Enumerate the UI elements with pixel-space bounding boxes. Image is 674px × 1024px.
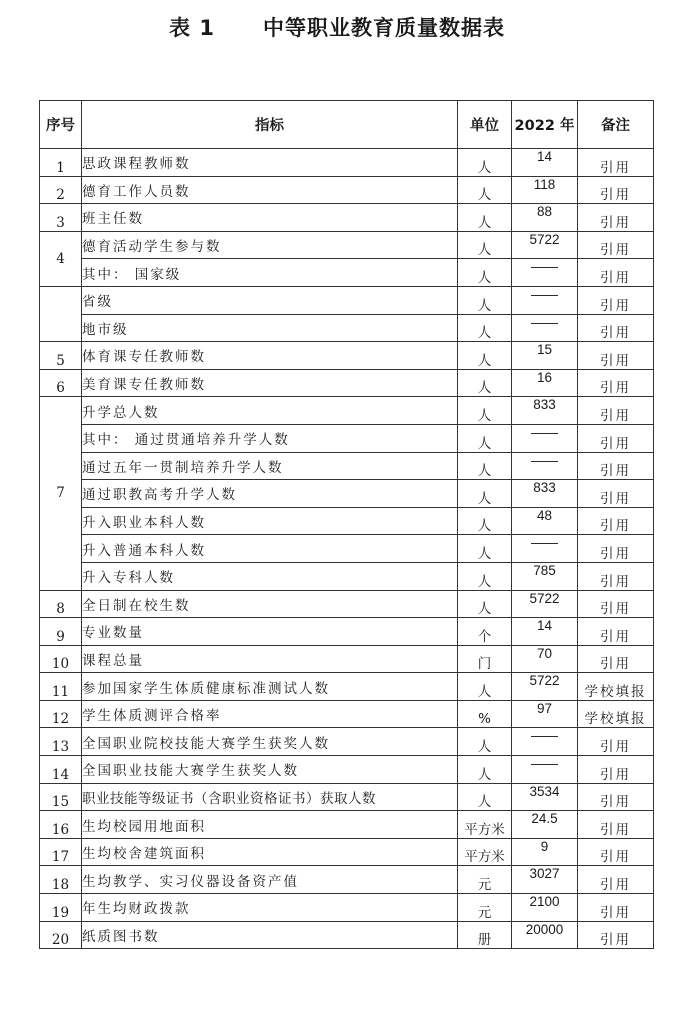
row-note: 引用 — [578, 314, 654, 342]
row-note: 引用 — [578, 397, 654, 425]
row-value: 5722 — [512, 590, 578, 618]
row-unit: 人 — [458, 176, 512, 204]
table-row — [40, 149, 654, 177]
row-indicator: 升学总人数 — [82, 397, 458, 425]
row-value: 3534 — [512, 783, 578, 811]
row-unit: 人 — [458, 397, 512, 425]
row-note: 引用 — [578, 783, 654, 811]
row-note: 学校填报 — [578, 700, 654, 728]
row-num: 8 — [40, 590, 82, 618]
row-value: 97 — [512, 700, 578, 728]
row-num: 6 — [40, 369, 82, 397]
row-num: 18 — [40, 866, 82, 894]
row-value: 785 — [512, 562, 578, 590]
table-row — [40, 480, 654, 508]
row-value: 14 — [512, 149, 578, 177]
row-unit: 人 — [458, 231, 512, 259]
table-row — [40, 673, 654, 701]
row-value: —— — [512, 286, 578, 314]
row-value: 3027 — [512, 866, 578, 894]
row-unit: 册 — [458, 921, 512, 949]
row-indicator: 升入专科人数 — [82, 562, 458, 590]
row-value: 15 — [512, 342, 578, 370]
table-row — [40, 286, 654, 314]
page-title — [0, 12, 674, 42]
row-note: 引用 — [578, 424, 654, 452]
row-indicator: 专业数量 — [82, 618, 458, 646]
row-num: 1 — [40, 149, 82, 177]
row-unit: 人 — [458, 149, 512, 177]
row-note: 引用 — [578, 535, 654, 563]
row-indicator: 其中： 国家级 — [82, 259, 458, 287]
table-row — [40, 562, 654, 590]
table-row — [40, 176, 654, 204]
row-indicator: 地市级 — [82, 314, 458, 342]
table-row — [40, 645, 654, 673]
row-indicator: 生均校园用地面积 — [82, 811, 458, 839]
row-note: 引用 — [578, 286, 654, 314]
row-note: 引用 — [578, 618, 654, 646]
table-row — [40, 424, 654, 452]
row-note: 引用 — [578, 562, 654, 590]
row-note: 引用 — [578, 921, 654, 949]
row-value: 118 — [512, 176, 578, 204]
row-unit: % — [458, 700, 512, 728]
row-note: 引用 — [578, 756, 654, 784]
table-row — [40, 397, 654, 425]
row-unit: 人 — [458, 204, 512, 232]
row-value: 5722 — [512, 231, 578, 259]
row-num: 9 — [40, 618, 82, 646]
row-note: 引用 — [578, 590, 654, 618]
row-note: 引用 — [578, 259, 654, 287]
row-note: 引用 — [578, 645, 654, 673]
row-note: 引用 — [578, 480, 654, 508]
table-row — [40, 866, 654, 894]
row-num: 5 — [40, 342, 82, 370]
row-unit: 人 — [458, 259, 512, 287]
table-row — [40, 783, 654, 811]
row-indicator: 学生体质测评合格率 — [82, 700, 458, 728]
row-value: —— — [512, 314, 578, 342]
row-value: 2100 — [512, 894, 578, 922]
row-value: 833 — [512, 397, 578, 425]
row-value: 20000 — [512, 921, 578, 949]
row-indicator: 体育课专任教师数 — [82, 342, 458, 370]
row-unit: 人 — [458, 535, 512, 563]
row-note: 引用 — [578, 728, 654, 756]
row-indicator: 升入普通本科人数 — [82, 535, 458, 563]
row-note: 引用 — [578, 369, 654, 397]
table-row — [40, 507, 654, 535]
row-indicator: 省级 — [82, 286, 458, 314]
row-num: 17 — [40, 838, 82, 866]
row-indicator: 参加国家学生体质健康标准测试人数 — [82, 673, 458, 701]
table-row — [40, 700, 654, 728]
table-row — [40, 369, 654, 397]
row-num: 13 — [40, 728, 82, 756]
header-row — [40, 101, 654, 149]
row-note: 引用 — [578, 176, 654, 204]
row-note: 引用 — [578, 894, 654, 922]
row-value: —— — [512, 756, 578, 784]
row-value: 70 — [512, 645, 578, 673]
row-note: 学校填报 — [578, 673, 654, 701]
row-indicator: 班主任数 — [82, 204, 458, 232]
row-value: 5722 — [512, 673, 578, 701]
table-row — [40, 838, 654, 866]
row-num: 10 — [40, 645, 82, 673]
row-num: 4 — [40, 231, 82, 286]
row-indicator: 其中： 通过贯通培养升学人数 — [82, 424, 458, 452]
table-number: 表 1 — [169, 16, 215, 40]
row-num: 12 — [40, 700, 82, 728]
row-note: 引用 — [578, 452, 654, 480]
row-unit: 人 — [458, 562, 512, 590]
row-value: —— — [512, 424, 578, 452]
table-row — [40, 452, 654, 480]
row-indicator: 纸质图书数 — [82, 921, 458, 949]
table-row — [40, 590, 654, 618]
header-note: 备注 — [578, 101, 654, 149]
row-indicator: 升入职业本科人数 — [82, 507, 458, 535]
row-note: 引用 — [578, 231, 654, 259]
row-unit: 人 — [458, 342, 512, 370]
row-value: —— — [512, 728, 578, 756]
row-num: 14 — [40, 756, 82, 784]
row-num: 3 — [40, 204, 82, 232]
table-row — [40, 618, 654, 646]
row-indicator: 生均校舍建筑面积 — [82, 838, 458, 866]
row-unit: 平方米 — [458, 811, 512, 839]
row-unit: 平方米 — [458, 838, 512, 866]
table-row — [40, 231, 654, 259]
row-unit: 人 — [458, 369, 512, 397]
row-unit: 人 — [458, 590, 512, 618]
row-num: 16 — [40, 811, 82, 839]
header-indicator: 指标 — [82, 101, 458, 149]
row-num: 19 — [40, 894, 82, 922]
row-unit: 元 — [458, 894, 512, 922]
row-unit: 人 — [458, 314, 512, 342]
row-unit: 门 — [458, 645, 512, 673]
row-indicator: 全日制在校生数 — [82, 590, 458, 618]
row-num: 15 — [40, 783, 82, 811]
row-value: 9 — [512, 838, 578, 866]
row-unit: 人 — [458, 452, 512, 480]
row-unit: 元 — [458, 866, 512, 894]
row-indicator: 美育课专任教师数 — [82, 369, 458, 397]
row-indicator: 德育活动学生参与数 — [82, 231, 458, 259]
table-row — [40, 756, 654, 784]
row-value: 14 — [512, 618, 578, 646]
row-indicator: 年生均财政拨款 — [82, 894, 458, 922]
table-title: 中等职业教育质量数据表 — [262, 16, 505, 40]
row-indicator: 通过职教高考升学人数 — [82, 480, 458, 508]
row-value: —— — [512, 259, 578, 287]
table-row — [40, 204, 654, 232]
row-indicator: 全国职业技能大赛学生获奖人数 — [82, 756, 458, 784]
row-unit: 人 — [458, 783, 512, 811]
row-unit: 人 — [458, 507, 512, 535]
row-num: 11 — [40, 673, 82, 701]
row-unit: 个 — [458, 618, 512, 646]
row-value: 48 — [512, 507, 578, 535]
row-value: —— — [512, 535, 578, 563]
row-indicator: 课程总量 — [82, 645, 458, 673]
row-value: 833 — [512, 480, 578, 508]
header-year: 2022 年 — [512, 101, 578, 149]
row-note: 引用 — [578, 838, 654, 866]
row-note: 引用 — [578, 342, 654, 370]
row-note: 引用 — [578, 811, 654, 839]
row-unit: 人 — [458, 480, 512, 508]
row-indicator: 德育工作人员数 — [82, 176, 458, 204]
row-note: 引用 — [578, 507, 654, 535]
row-num: 7 — [40, 397, 82, 590]
table-row — [40, 314, 654, 342]
row-num — [40, 286, 82, 341]
row-note: 引用 — [578, 149, 654, 177]
quality-data-table — [39, 100, 654, 949]
table-row — [40, 921, 654, 949]
table-row — [40, 259, 654, 287]
table-row — [40, 811, 654, 839]
row-indicator: 通过五年一贯制培养升学人数 — [82, 452, 458, 480]
row-value: —— — [512, 452, 578, 480]
row-num: 20 — [40, 921, 82, 949]
table-row — [40, 728, 654, 756]
row-unit: 人 — [458, 756, 512, 784]
row-note: 引用 — [578, 866, 654, 894]
row-unit: 人 — [458, 286, 512, 314]
row-value: 16 — [512, 369, 578, 397]
row-indicator: 思政课程教师数 — [82, 149, 458, 177]
header-unit: 单位 — [458, 101, 512, 149]
table-row — [40, 342, 654, 370]
table-row — [40, 894, 654, 922]
row-note: 引用 — [578, 204, 654, 232]
row-indicator: 职业技能等级证书（含职业资格证书）获取人数 — [82, 783, 458, 811]
table-row — [40, 535, 654, 563]
header-num: 序号 — [40, 101, 82, 149]
row-indicator: 全国职业院校技能大赛学生获奖人数 — [82, 728, 458, 756]
row-value: 88 — [512, 204, 578, 232]
row-num: 2 — [40, 176, 82, 204]
row-unit: 人 — [458, 673, 512, 701]
row-indicator: 生均教学、实习仪器设备资产值 — [82, 866, 458, 894]
row-unit: 人 — [458, 728, 512, 756]
row-unit: 人 — [458, 424, 512, 452]
row-value: 24.5 — [512, 811, 578, 839]
